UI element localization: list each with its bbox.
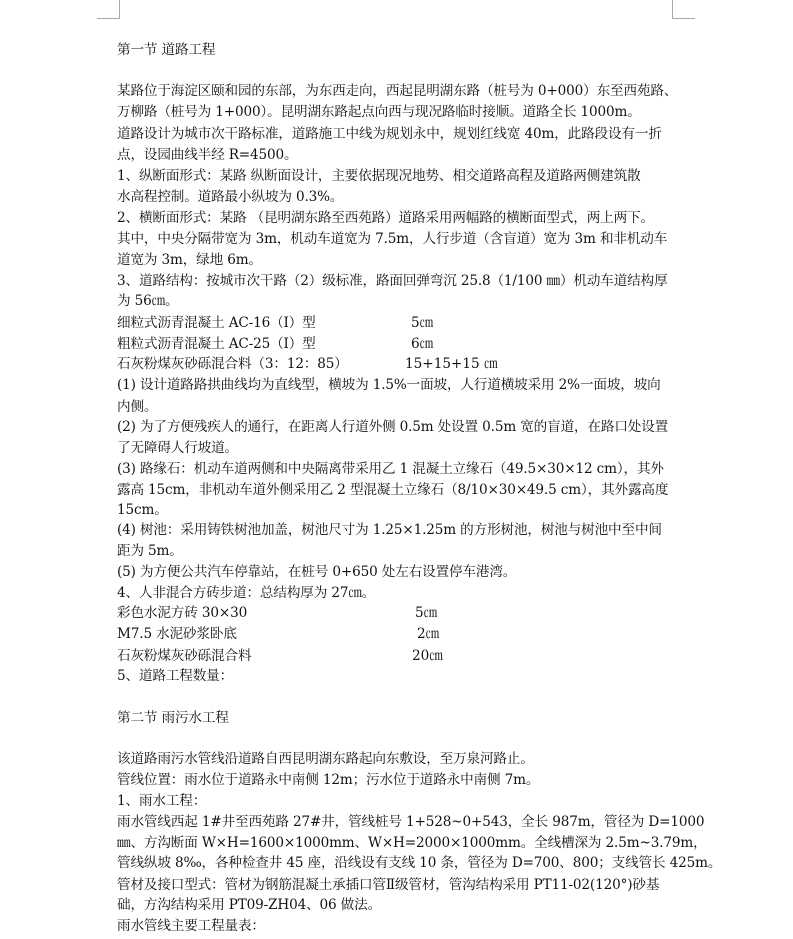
paragraph-line: 道路设计为城市次干路标准，道路施工中线为规划永中，规划红线宽 40m，此路段设有一折 [117, 126, 662, 142]
layer-name: M7.5 水泥砂浆卧底 [117, 626, 237, 642]
paragraph-line: 础，方沟结构采用 PT09-ZH04、06 做法。 [117, 897, 382, 913]
paragraph-line: 雨水管线西起 1#井至西苑路 27#井，管线桩号 1+528~0+543，全长 987m，管径为 D=1000 [117, 814, 705, 830]
note-line: 了无障碍人行坡道。 [117, 440, 238, 456]
layer-thickness: 20㎝ [412, 648, 443, 664]
paragraph-line: 点，设园曲线半经 R=4500。 [117, 147, 298, 163]
note-line: 内侧。 [117, 399, 158, 415]
paragraph-line: 1、雨水工程： [117, 793, 207, 809]
paragraph-line: 该道路雨污水管线沿道路自西昆明湖东路起向东敷设，至万泉河路止。 [117, 751, 534, 767]
paragraph-line: 2、横断面形式：某路 （昆明湖东路至西苑路）道路采用两幅路的横断面型式，两上两下。 [117, 210, 654, 226]
crop-mark-right [672, 0, 695, 19]
note-line: (3) 路缘石：机动车道两侧和中央隔离带采用乙 1 混凝土立缘石（49.5×30×12 cm），其外 [117, 461, 664, 477]
section-heading: 第二节 雨污水工程 [117, 710, 229, 726]
section-heading: 第一节 道路工程 [117, 42, 216, 58]
layer-name: 石灰粉煤灰砂砾混合料 [117, 648, 252, 664]
paragraph-line: 某路位于海淀区颐和园的东部，为东西走向，西起昆明湖东路（桩号为 0+000）东至西苑路、 [117, 83, 678, 99]
layer-thickness: 6㎝ [411, 336, 434, 352]
paragraph-line: 3、道路结构：按城市次干路（2）级标准，路面回弹弯沉 25.8（1/100 ㎜）机动车道结构厚 [117, 273, 668, 289]
layer-thickness: 5㎝ [415, 605, 438, 621]
paragraph-line: 1、纵断面形式：某路 纵断面设计，主要依据现况地势、相交道路高程及道路两侧建筑散 [117, 168, 641, 184]
note-line: (2) 为了方便残疾人的通行，在距离人行道外侧 0.5m 处设置 0.5m 宽的盲道，在路口处设置 [117, 419, 669, 435]
paragraph-line: 水高程控制。道路最小纵坡为 0.3%。 [117, 189, 344, 205]
crop-mark-left [97, 0, 120, 19]
paragraph-line: 为 56㎝。 [117, 293, 179, 309]
layer-thickness: 15+15+15 ㎝ [405, 356, 498, 372]
note-line: (4) 树池：采用铸铁树池加盖，树池尺寸为 1.25×1.25m 的方形树池，树池与树池中至中间 [117, 522, 662, 538]
note-line: (5) 为方便公共汽车停靠站，在桩号 0+650 处左右设置停车港湾。 [117, 564, 517, 580]
paragraph-line: 道宽为 3m，绿地 6m。 [117, 252, 262, 268]
paragraph-line: 管材及接口型式：管材为钢筋混凝土承插口管Ⅱ级管材，管沟结构采用 PT11-02(120°)砂基 [117, 877, 660, 893]
note-line: 15cm。 [117, 502, 168, 518]
layer-name: 彩色水泥方砖 30×30 [117, 605, 248, 621]
layer-name: 细粒式沥青混凝土 AC-16（Ⅰ）型 [117, 315, 316, 331]
layer-name: 粗粒式沥青混凝土 AC-25（Ⅰ）型 [117, 336, 316, 352]
note-line: 4、人非混合方砖步道：总结构厚为 27㎝。 [117, 585, 376, 601]
paragraph-line: 管线纵坡 8‰，各种检查井 45 座，沿线设有支线 10 条，管径为 D=700、800；支线管长 425m。 [117, 855, 722, 871]
layer-name: 石灰粉煤灰砂砾混合料（3：12：85） [117, 356, 348, 372]
paragraph-line: 万柳路（桩号为 1+000）。昆明湖东路起点向西与现况路临时接顺。道路全长 1000m。 [117, 104, 641, 120]
paragraph-line: 管线位置：雨水位于道路永中南侧 12m；污水位于道路永中南侧 7m。 [117, 772, 540, 788]
paragraph-line: 5、道路工程数量： [117, 668, 234, 684]
note-line: 露高 15cm，非机动车道外侧采用乙 2 型混凝土立缘石（8/10×30×49.5 cm），其外露高度 [117, 482, 669, 498]
paragraph-line: 其中，中央分隔带宽为 3m，机动车道宽为 7.5m，人行步道（含盲道）宽为 3m 和非机动车 [117, 231, 668, 247]
layer-thickness: 2㎝ [417, 626, 440, 642]
note-line: 距为 5m。 [117, 543, 183, 559]
paragraph-line: 雨水管线主要工程量表： [117, 918, 265, 934]
note-line: (1) 设计道路路拱曲线均为直线型，横坡为 1.5%一面坡，人行道横坡采用 2%一面坡，坡向 [117, 377, 661, 393]
paragraph-line: ㎜、方沟断面 W×H=1600×1000mm、W×H=2000×1000mm。全线槽深为 2.5m~3.79m， [117, 835, 707, 851]
layer-thickness: 5㎝ [411, 315, 434, 331]
